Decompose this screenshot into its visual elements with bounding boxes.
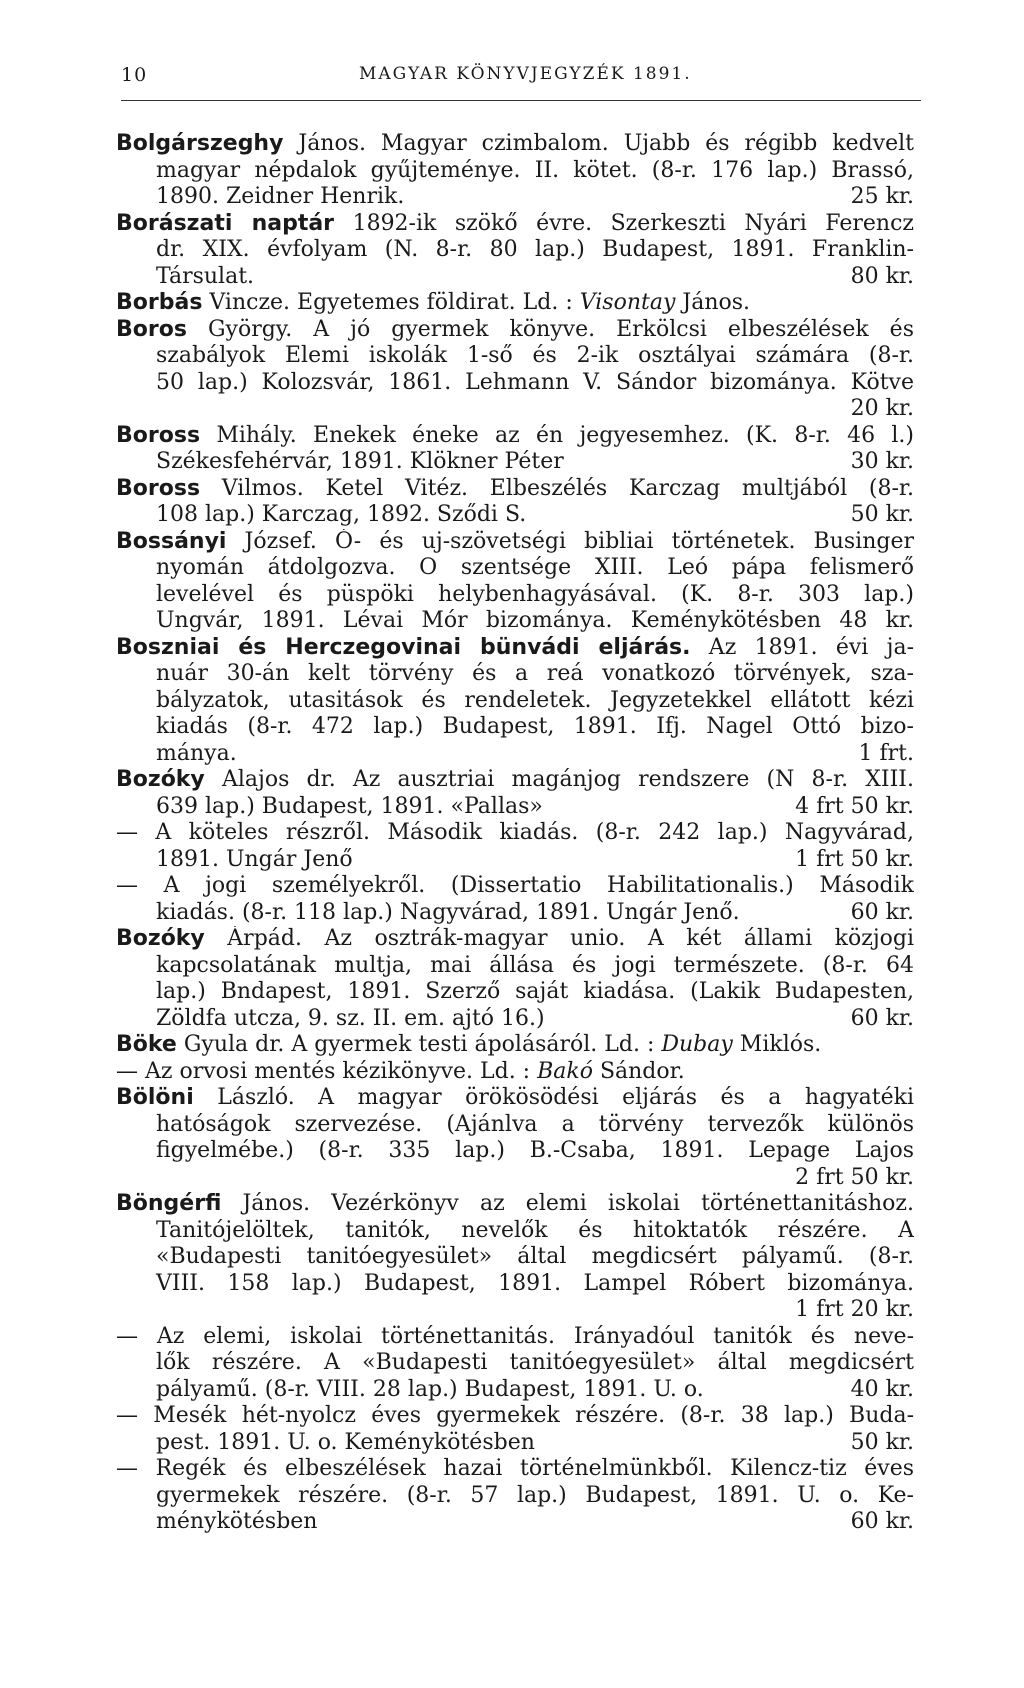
entry-line: lap.) Bndapest, 1891. Szerző saját kiadása. (Lakik Budapesten, [156, 979, 914, 1004]
price: 80 kr. [850, 263, 914, 289]
header-rule [121, 100, 921, 101]
entry-text: Az 1891. évi ja- [690, 634, 914, 660]
running-title: MAGYAR KÖNYVJEGYZÉK 1891. [359, 64, 692, 84]
entry-text: Társulat. [156, 263, 255, 289]
entry-line: levelével és püspöki helybenhagyásával. (K. 8-r. 303 lap.) [156, 581, 914, 607]
entry-heading: Bozóky [116, 926, 205, 951]
entry-list [116, 131, 914, 1536]
entry-heading: Boros [116, 316, 187, 342]
entry-heading: Böngérfi [116, 1191, 222, 1216]
entry-line: bályzatok, utasitások és rendeletek. Jegyzetekkel ellátott kézi [156, 687, 914, 713]
entry-text: Miklós. [739, 1032, 822, 1057]
entry-text: ménykötésben [156, 1509, 318, 1534]
entry-line [116, 529, 914, 556]
entry-line: figyelmébe.) (8-r. 335 lap.) B.-Csaba, 1891. Lepage Lajos [156, 1138, 914, 1163]
price: 60 kr. [850, 1509, 914, 1534]
page-header [121, 64, 921, 92]
entry-heading: Böke [116, 1032, 177, 1057]
cross-reference: Dubay [661, 1032, 733, 1057]
entry-text: Gyula dr. A gyermek testi ápolásáról. Ld. : [176, 1032, 655, 1057]
entry-line [116, 1006, 914, 1033]
entry-line [116, 476, 914, 503]
entry-text: 1890. Zeidner Henrik. [156, 184, 405, 209]
entry-line [116, 1430, 914, 1457]
entry-line [116, 317, 914, 344]
price: 1 frt. [858, 740, 914, 766]
entry-line: hatóságok szervezése. (Ajánlva a törvény tervezők különös [156, 1111, 914, 1137]
catalog-entry [116, 1191, 914, 1536]
entry-text: 1891. Ungár Jenő [156, 846, 353, 872]
entry-heading: Bozóky [116, 767, 205, 792]
entry-line [116, 794, 914, 821]
entry-text: 639 lap.) Budapest, 1891. «Pallas» [156, 793, 543, 819]
entry-heading: Boross [116, 422, 201, 448]
price: 50 kr. [850, 1429, 914, 1455]
entry-line [116, 184, 914, 211]
entry-line: Tanitójelöltek, tanitók, nevelők és hitoktatók részére. A [156, 1217, 914, 1243]
entry-line: VIII. 158 lap.) Budapest, 1891. Lampel Róbert bizománya. [156, 1270, 914, 1296]
entry-text: — Az orvosi mentés kézikönyve. Ld. : [116, 1058, 531, 1084]
entry-heading: Boross [116, 475, 201, 501]
page-number: 10 [121, 64, 148, 86]
entry-line [116, 1509, 914, 1536]
entry-text: Mihály. Enekek éneke az én jegyesemhez. (K. 8-r. 46 l.) [200, 422, 914, 448]
entry-line [116, 423, 914, 450]
entry-line: dr. XIX. évfolyam (N. 8-r. 80 lap.) Budapest, 1891. Franklin- [156, 237, 914, 262]
entry-text: Székesfehérvár, 1891. Klökner Péter [156, 449, 564, 474]
entry-text: József. Ó- és uj-szövetségi bibliai történetek. Businger [226, 528, 914, 554]
entry-text: Vilmos. Ketel Vitéz. Elbeszélés Karczag multjából (8-r. [200, 475, 914, 501]
entry-text: pest. 1891. U. o. Keménykötésben [156, 1429, 535, 1455]
catalog-entry [116, 211, 914, 291]
entry-line [116, 1032, 914, 1059]
entry-line: kiadás (8-r. 472 lap.) Budapest, 1891. Ifj. Nagel Ottó bizo- [156, 714, 914, 739]
entry-line: nyomán átdolgozva. O szentsége XIII. Leó pápa felismerő [156, 555, 914, 580]
entry-text: Árpád. Az osztrák-magyar unio. A két állami közjogi [204, 926, 914, 951]
entry-text: János. [682, 290, 751, 315]
entry-line: gyermekek részére. (8-r. 57 lap.) Budapest, 1891. U. o. Ke- [156, 1482, 914, 1508]
entry-line: szabályok Elemi iskolák 1-ső és 2-ik osztályai számára (8-r. [156, 343, 914, 368]
entry-heading: Bölöni [116, 1085, 194, 1110]
entry-line [116, 211, 914, 238]
entry-line [116, 1085, 914, 1112]
price: 4 frt 50 kr. [795, 793, 914, 819]
entry-line: lők részére. A «Budapesti tanitóegyesület» által megdicsért [156, 1350, 914, 1375]
entry-text: János. Magyar czimbalom. Ujabb és régibb kedvelt [283, 131, 914, 156]
entry-heading: Borászati naptár [116, 210, 335, 236]
entry-text: 108 lap.) Karczag, 1892. Sződi S. [156, 502, 527, 527]
catalog-entry [116, 131, 914, 211]
entry-heading: Borbás [116, 290, 203, 315]
entry-heading: Bossányi [116, 528, 227, 554]
entry-line: — Az elemi, iskolai történettanitás. Irányadóul tanitók és neve- [116, 1323, 914, 1349]
cross-reference: Visontay [579, 290, 676, 315]
price: 25 kr. [850, 184, 914, 209]
entry-line: — A jogi személyekről. (Dissertatio Habilitationalis.) Második [116, 873, 914, 898]
price: 60 kr. [850, 1005, 914, 1031]
catalog-entry [116, 476, 914, 529]
price: 60 kr. [850, 899, 914, 925]
entry-line [116, 1059, 914, 1086]
entry-line [116, 741, 914, 768]
entry-text: György. A jó gyermek könyve. Erkölcsi elbeszélések és [186, 316, 914, 342]
entry-text: Sándor. [599, 1058, 685, 1084]
entry-text: 1892-ik szökő évre. Szerkeszti Nyári Ferencz [334, 210, 914, 236]
catalog-entry [116, 529, 914, 635]
catalog-entry [116, 1032, 914, 1085]
entry-line [116, 847, 914, 874]
entry-text: Vincze. Egyetemes földirat. Ld. : [202, 290, 573, 315]
price: 40 kr. [850, 1376, 914, 1402]
entry-text: János. Vezérkönyv az elemi iskolai történettanitáshoz. [221, 1191, 914, 1216]
entry-line: nuár 30-án kelt törvény és a reá vonatkozó törvények, sza- [156, 661, 914, 686]
catalog-entry [116, 317, 914, 423]
catalog-entry [116, 290, 914, 317]
entry-heading: Bolgárszeghy [116, 131, 284, 156]
entry-line: — A köteles részről. Második kiadás. (8-r. 242 lap.) Nagyvárad, [116, 820, 914, 845]
price: 1 frt 50 kr. [795, 846, 914, 872]
entry-line [116, 767, 914, 794]
catalog-entry [116, 1085, 914, 1191]
entry-line: — Mesék hét-nyolcz éves gyermekek részére. (8-r. 38 lap.) Buda- [116, 1403, 914, 1428]
entry-text: kiadás. (8-r. 118 lap.) Nagyvárad, 1891. Ungár Jenő. [156, 899, 740, 925]
entry-text: mánya. [156, 740, 237, 766]
price: 2 frt 50 kr. [795, 1164, 914, 1190]
entry-text: László. A magyar örökösödési eljárás és a hagyatéki [193, 1085, 914, 1110]
entry-heading: Boszniai és Herczegovinai bünvádi eljárás. [116, 634, 691, 660]
price: 30 kr. [850, 449, 914, 474]
entry-line: magyar népdalok gyűjteménye. II. kötet. (8-r. 176 lap.) Brassó, [156, 157, 914, 183]
catalog-entry [116, 635, 914, 768]
entry-line [116, 900, 914, 927]
entry-line: kapcsolatának multja, mai állása és jogi természete. (8-r. 64 [156, 952, 914, 978]
entry-line [116, 1191, 914, 1218]
price: 20 kr. [850, 396, 914, 421]
entry-line [116, 502, 914, 529]
catalog-entry [116, 767, 914, 926]
entry-line [116, 635, 914, 662]
entry-line [116, 131, 914, 158]
entry-line [116, 926, 914, 953]
entry-text: pályamű. (8-r. VIII. 28 lap.) Budapest, 1891. U. o. [156, 1376, 704, 1402]
entry-line [116, 264, 914, 291]
catalog-entry [116, 423, 914, 476]
catalog-entry [116, 926, 914, 1032]
cross-reference: Bakó [537, 1058, 593, 1084]
entry-line [116, 449, 914, 476]
entry-line: 50 lap.) Kolozsvár, 1861. Lehmann V. Sándor bizománya. Kötve [156, 369, 914, 395]
entry-text: Zöldfa utcza, 9. sz. II. em. ajtó 16.) [156, 1005, 545, 1031]
entry-line [116, 290, 914, 317]
price: 1 frt 20 kr. [795, 1297, 914, 1322]
entry-line: Ungvár, 1891. Lévai Mór bizománya. Keménykötésben 48 kr. [156, 608, 914, 633]
price: 50 kr. [850, 502, 914, 527]
entry-line: — Regék és elbeszélések hazai történelmünkből. Kilencz-tiz éves [116, 1456, 914, 1481]
entry-line [116, 1377, 914, 1404]
entry-text: Alajos dr. Az ausztriai magánjog rendszere (N 8-r. XIII. [204, 767, 914, 792]
entry-line: «Budapesti tanitóegyesület» által megdicsért pályamű. (8-r. [156, 1244, 914, 1269]
